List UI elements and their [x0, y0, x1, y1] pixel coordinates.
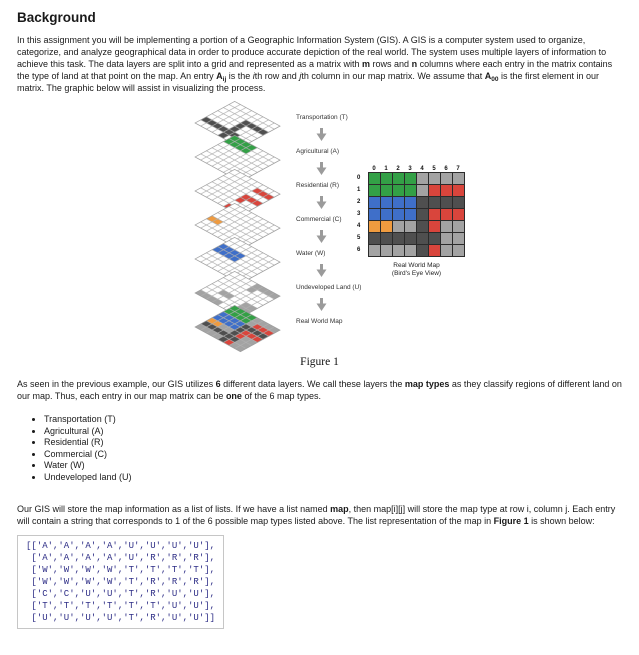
- code-line: ['A','A','A','A','U','R','R','R'],: [26, 553, 216, 563]
- layer-grid-real-world-map: [194, 305, 280, 352]
- map-cell-U: [441, 233, 452, 244]
- layer-label-transportation: Transportation (T): [296, 114, 348, 121]
- layer-label-residential: Residential (R): [296, 182, 339, 189]
- map-cell-A: [381, 173, 392, 184]
- code-line: ['W','W','W','W','T','T','T','T'],: [26, 565, 216, 575]
- birdseye-col-label: 1: [384, 166, 388, 172]
- birdseye-map: [355, 166, 475, 278]
- birdseye-col-label: 6: [444, 166, 448, 172]
- map-cell-W: [381, 209, 392, 220]
- map-cell-W: [405, 209, 416, 220]
- birdseye-row-label: 4: [357, 223, 361, 229]
- birdseye-col-label: 2: [396, 166, 400, 172]
- birdseye-col-label: 0: [372, 166, 376, 172]
- map-cell-R: [441, 185, 452, 196]
- map-code-block: [17, 535, 224, 629]
- map-cell-T: [369, 233, 380, 244]
- map-cell-U: [417, 185, 428, 196]
- map-cell-R: [429, 185, 440, 196]
- map-cell-T: [417, 221, 428, 232]
- map-cell-T: [417, 209, 428, 220]
- map-cell-T: [393, 233, 404, 244]
- map-cell-U: [393, 221, 404, 232]
- down-arrow-icon: [316, 128, 327, 141]
- layer-label-undeveloped: Undeveloped Land (U): [296, 284, 362, 291]
- map-cell-U: [369, 245, 380, 256]
- map-cell-U: [405, 221, 416, 232]
- map-cell-R: [429, 209, 440, 220]
- map-cell-U: [441, 221, 452, 232]
- map-cell-U: [405, 245, 416, 256]
- birdseye-row-label: 3: [357, 211, 361, 217]
- layer-label-real-world-map: Real World Map: [296, 318, 343, 325]
- map-cell-A: [393, 173, 404, 184]
- map-cell-A: [393, 185, 404, 196]
- map-cell-U: [453, 245, 464, 256]
- list-of-lists-paragraph: Our GIS will store the map information as a list of lists. If we have a list named map, then map[i][j] will store the map type at row i, column j. Each entry will contain a string that corresponds to 1 of the 6 possible map types listed above. The list representation of the map in Figure 1 is shown below:: [17, 504, 616, 526]
- map-cell-R: [453, 209, 464, 220]
- figure-caption: Figure 1: [300, 356, 339, 368]
- down-arrow-icon: [316, 298, 327, 311]
- page-title: Background: [17, 10, 96, 25]
- birdseye-col-label: 7: [456, 166, 460, 172]
- code-line: ['T','T','T','T','T','T','U','U'],: [26, 601, 216, 611]
- map-cell-A: [405, 185, 416, 196]
- map-cell-U: [453, 233, 464, 244]
- map-types-list: [17, 414, 622, 483]
- map-cell-U: [441, 173, 452, 184]
- layer-label-commercial: Commercial (C): [296, 216, 342, 223]
- map-type-item: • Commercial (C): [44, 449, 622, 461]
- code-line: [['A','A','A','A','U','U','U','U'],: [26, 541, 216, 551]
- birdseye-row-label: 6: [357, 247, 361, 253]
- code-line: ['U','U','U','U','T','R','U','U']]: [26, 613, 216, 623]
- birdseye-caption: Real World Map (Bird's Eye View): [391, 262, 442, 277]
- map-cell-W: [405, 197, 416, 208]
- birdseye-col-label: 5: [432, 166, 436, 172]
- map-cell-T: [429, 233, 440, 244]
- map-type-item: • Undeveloped land (U): [44, 472, 622, 484]
- map-type-item: • Agricultural (A): [44, 426, 622, 438]
- map-cell-W: [381, 197, 392, 208]
- birdseye-row-labels: [355, 172, 368, 257]
- map-cell-U: [393, 245, 404, 256]
- birdseye-grid: [368, 172, 465, 257]
- intro-paragraph: In this assignment you will be implementing a portion of a Geographic Information System (GIS). A GIS is a computer system used to organize, categorize, and analyze geographical data in order to produce accurate depiction of the real world. The system uses multiple layers of information to achieve this task. The data layers are split into a grid and represented as a matrix with m rows and n columns where each entry in the matrix contains the type of land at that point on the map. An entry $A_{ij}$ is the ith row and jth column in our map matrix. We assume that $A_{00}$ is the first element in our matrix. The graphic below will assist in visualizing the process.: [17, 35, 613, 93]
- code-line: ['W','W','W','W','T','R','R','R'],: [26, 577, 216, 587]
- birdseye-row-label: 5: [357, 235, 361, 241]
- map-cell-T: [417, 197, 428, 208]
- birdseye-col-label: 3: [408, 166, 412, 172]
- map-cell-A: [369, 185, 380, 196]
- layer-label-agricultural: Agricultural (A): [296, 148, 339, 155]
- map-cell-W: [369, 197, 380, 208]
- map-cell-C: [369, 221, 380, 232]
- map-cell-U: [453, 173, 464, 184]
- map-cell-U: [453, 221, 464, 232]
- down-arrow-icon: [316, 162, 327, 175]
- map-cell-C: [381, 221, 392, 232]
- map-cell-T: [417, 245, 428, 256]
- map-cell-T: [441, 197, 452, 208]
- code-line: ['C','C','U','U','T','R','U','U'],: [26, 589, 216, 599]
- map-cell-T: [453, 197, 464, 208]
- map-cell-U: [417, 173, 428, 184]
- map-cell-A: [369, 173, 380, 184]
- map-cell-A: [405, 173, 416, 184]
- map-cell-R: [441, 209, 452, 220]
- map-cell-T: [417, 233, 428, 244]
- map-types-paragraph: As seen in the previous example, our GIS utilizes 6 different data layers. We call these layers the map types as they classify regions of different land on our map. Thus, each entry in our map matrix can be one of the 6 map types.: [17, 379, 622, 401]
- map-cell-W: [393, 209, 404, 220]
- map-cell-U: [441, 245, 452, 256]
- map-type-item: • Residential (R): [44, 437, 622, 449]
- map-cell-R: [429, 221, 440, 232]
- birdseye-row-label: 0: [357, 175, 361, 181]
- map-cell-W: [369, 209, 380, 220]
- layer-real-world-map: [195, 304, 279, 352]
- down-arrow-icon: [316, 230, 327, 243]
- map-cell-R: [429, 245, 440, 256]
- map-type-item: • Water (W): [44, 460, 622, 472]
- map-cell-U: [429, 173, 440, 184]
- map-cell-U: [381, 245, 392, 256]
- map-cell-T: [429, 197, 440, 208]
- figure-1: [17, 100, 622, 354]
- birdseye-row-label: 2: [357, 199, 361, 205]
- birdseye-row-label: 1: [357, 187, 361, 193]
- map-cell-W: [393, 197, 404, 208]
- map-cell-A: [381, 185, 392, 196]
- birdseye-col-label: 4: [420, 166, 424, 172]
- down-arrow-icon: [316, 196, 327, 209]
- layer-label-water: Water (W): [296, 250, 326, 257]
- map-type-item: • Transportation (T): [44, 414, 622, 426]
- map-cell-T: [405, 233, 416, 244]
- map-cell-T: [381, 233, 392, 244]
- map-cell-R: [453, 185, 464, 196]
- down-arrow-icon: [316, 264, 327, 277]
